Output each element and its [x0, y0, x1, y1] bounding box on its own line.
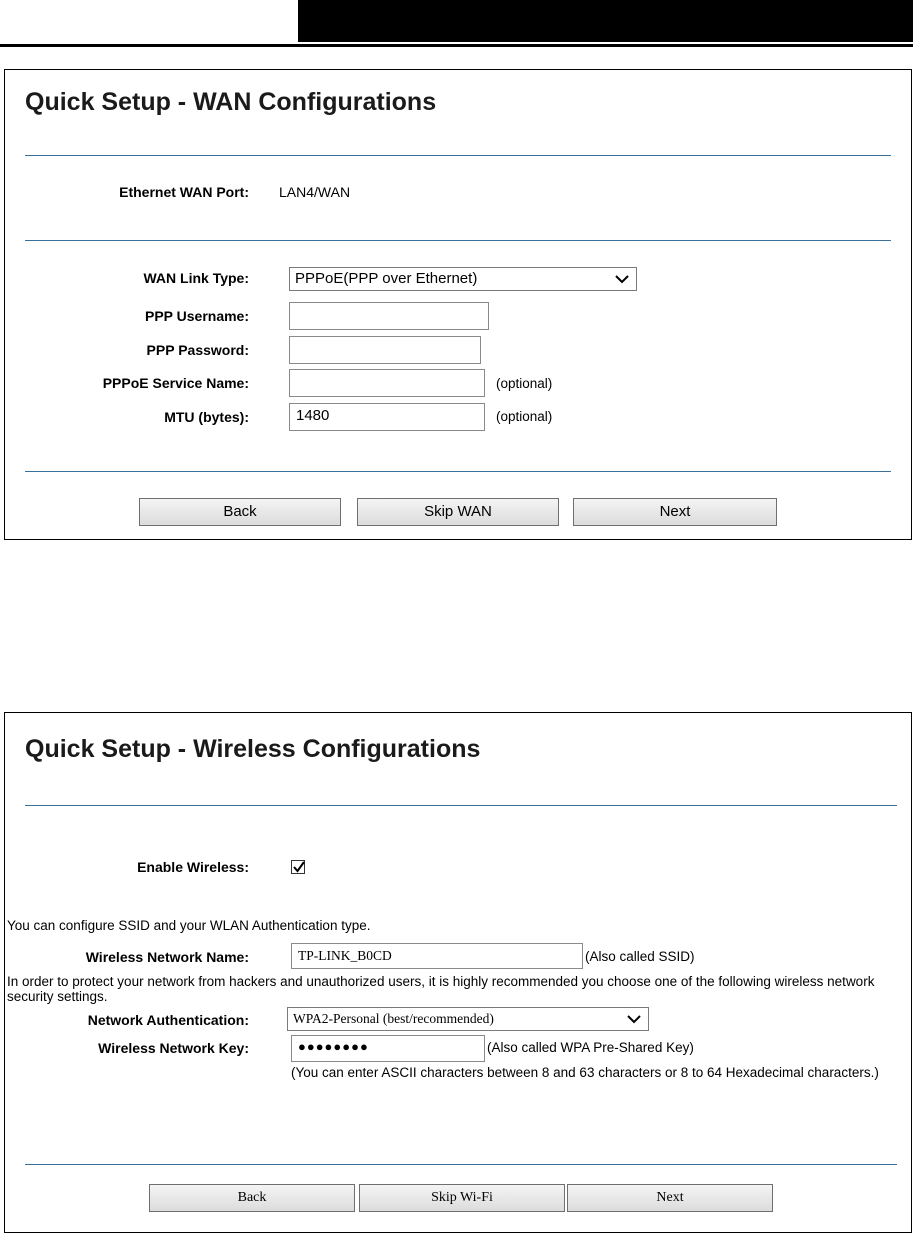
service-name-optional-note: (optional): [496, 376, 553, 391]
chevron-down-icon: [626, 1011, 642, 1027]
back-button[interactable]: Back: [139, 498, 341, 526]
wan-link-type-select[interactable]: [289, 267, 637, 291]
wireless-network-name-label: Wireless Network Name:: [85, 949, 249, 965]
pppoe-service-name-label: PPPoE Service Name:: [102, 375, 249, 391]
chevron-down-icon: [614, 271, 630, 287]
key-length-help-text: (You can enter ASCII characters between 8 and 63 characters or 8 to 64 Hexadecimal characters.): [291, 1065, 879, 1080]
wan-link-type-label: WAN Link Type:: [143, 270, 249, 286]
wireless-network-key-input[interactable]: ●●●●●●●●: [291, 1035, 485, 1062]
ppp-username-input[interactable]: [289, 302, 489, 330]
divider: [25, 1164, 897, 1165]
mtu-input[interactable]: 1480: [289, 403, 485, 431]
network-authentication-label: Network Authentication:: [87, 1012, 249, 1028]
security-recommendation-text: In order to protect your network from hackers and unauthorized users, it is highly recommended you choose one of the following wireless network security settings.: [7, 974, 875, 1004]
next-button[interactable]: Next: [573, 498, 777, 526]
divider: [25, 471, 891, 472]
mtu-optional-note: (optional): [496, 409, 553, 424]
wireless-config-panel: [4, 712, 912, 1233]
enable-wireless-checkbox[interactable]: [291, 860, 305, 874]
wpa-key-note: (Also called WPA Pre-Shared Key): [487, 1040, 694, 1055]
divider: [25, 155, 891, 156]
ppp-password-label: PPP Password:: [146, 342, 249, 358]
wan-link-type-selected: PPPoE(PPP over Ethernet): [295, 270, 478, 287]
skip-wan-button[interactable]: Skip WAN: [357, 498, 559, 526]
ethernet-wan-port-value: LAN4/WAN: [279, 184, 351, 200]
wireless-network-key-label: Wireless Network Key:: [98, 1040, 249, 1056]
pppoe-service-name-input[interactable]: [289, 369, 485, 397]
back-button[interactable]: Back: [149, 1184, 355, 1212]
ppp-password-input[interactable]: [289, 336, 481, 364]
skip-wifi-button[interactable]: Skip Wi-Fi: [359, 1184, 565, 1212]
network-authentication-select[interactable]: [287, 1007, 649, 1031]
enable-wireless-label: Enable Wireless:: [137, 859, 249, 875]
divider: [25, 240, 891, 241]
mtu-label: MTU (bytes):: [164, 409, 249, 425]
ssid-note: (Also called SSID): [585, 949, 695, 964]
divider: [25, 805, 897, 806]
next-button[interactable]: Next: [567, 1184, 773, 1212]
document-header-rule: [0, 44, 913, 47]
wlan-intro-text: You can configure SSID and your WLAN Authentication type.: [7, 918, 371, 933]
ethernet-wan-port-label: Ethernet WAN Port:: [119, 184, 249, 200]
checkmark-icon: [292, 859, 306, 875]
network-authentication-selected: WPA2-Personal (best/recommended): [293, 1011, 494, 1026]
wan-page-title: Quick Setup - WAN Configurations: [25, 88, 437, 116]
ppp-username-label: PPP Username:: [144, 308, 249, 324]
wan-config-panel: [4, 69, 912, 540]
wireless-network-name-input[interactable]: TP-LINK_B0CD: [291, 943, 583, 969]
document-header-bar: [298, 0, 913, 42]
wireless-page-title: Quick Setup - Wireless Configurations: [25, 735, 481, 763]
